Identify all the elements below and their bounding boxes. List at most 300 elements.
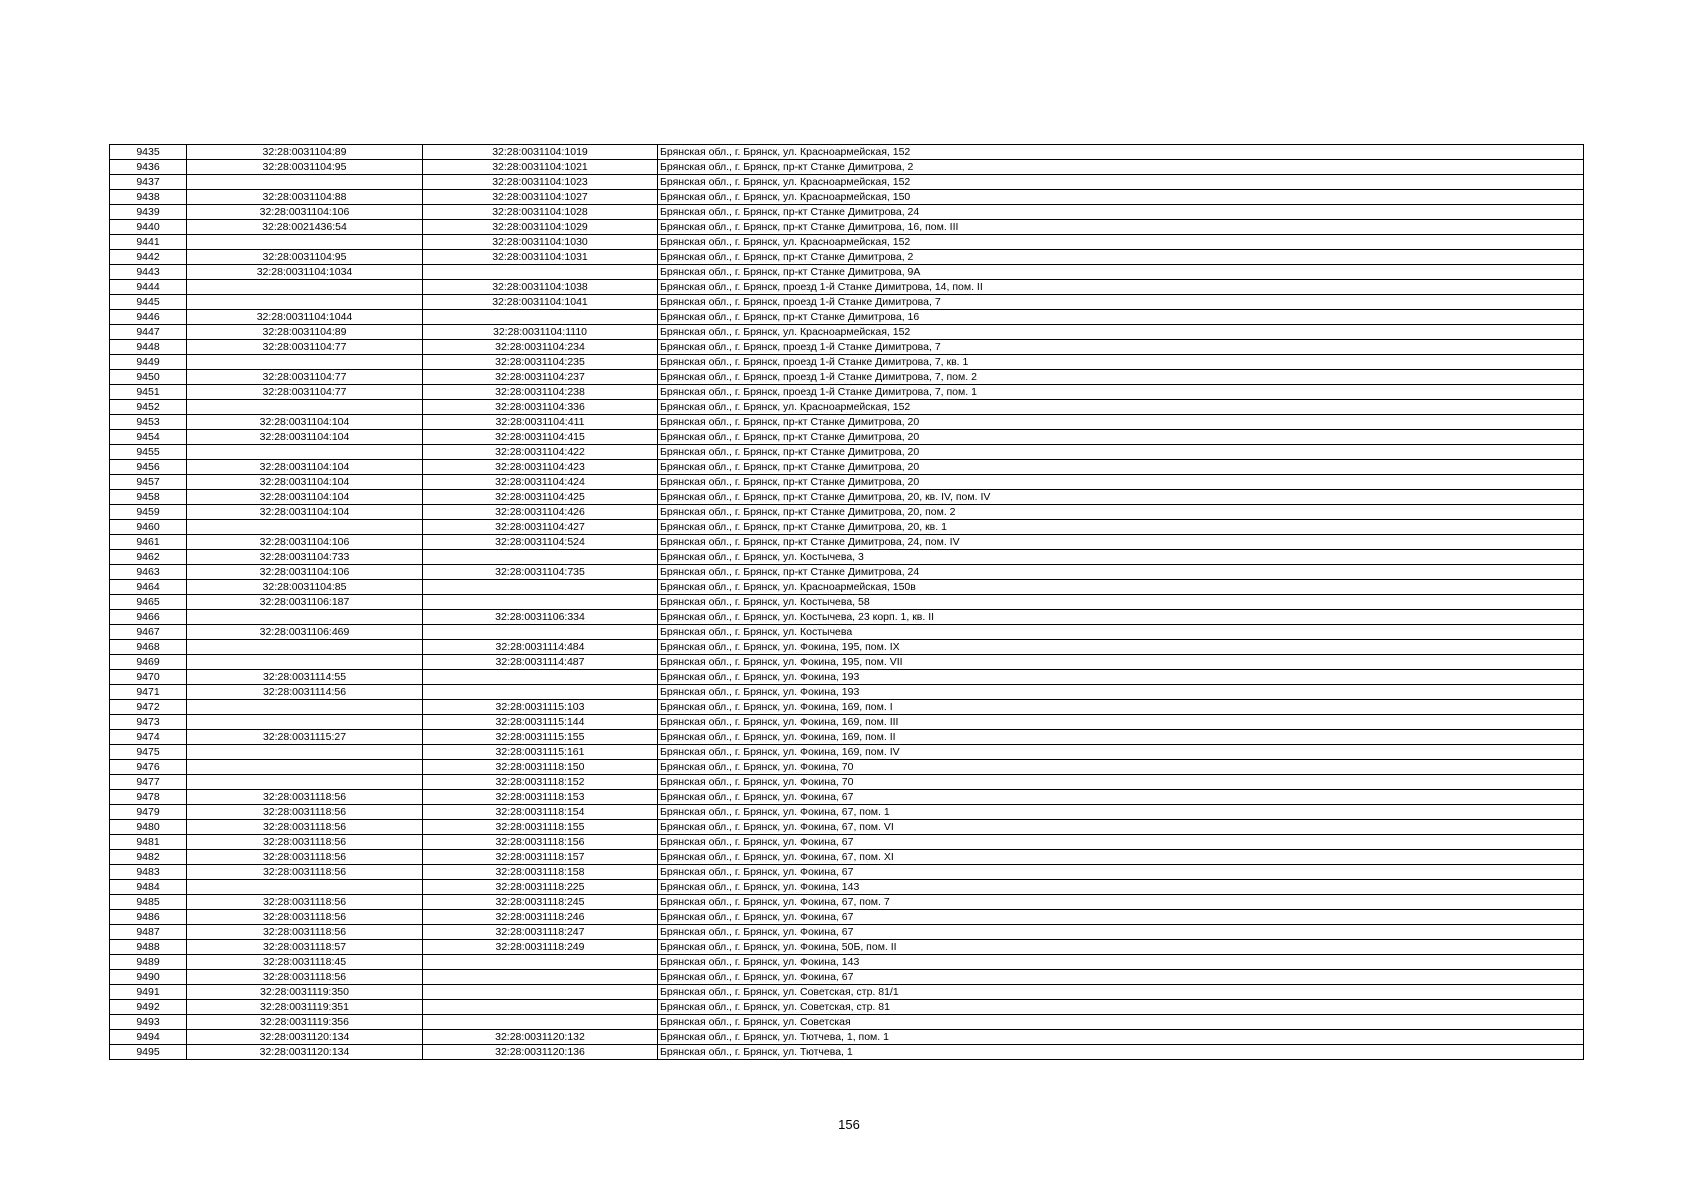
cadastral-number-cell: 32:28:0031104:104 xyxy=(187,460,423,475)
address-cell: Брянская обл., г. Брянск, пр-кт Станке Димитрова, 20 xyxy=(658,475,1584,490)
cadastral-number-cell: 32:28:0031104:88 xyxy=(187,190,423,205)
cadastral-number-cell: 32:28:0031104:95 xyxy=(187,250,423,265)
object-cadastral-number-cell: 32:28:0031118:155 xyxy=(423,820,658,835)
object-cadastral-number-cell: 32:28:0031104:423 xyxy=(423,460,658,475)
row-number-cell: 9484 xyxy=(110,880,187,895)
address-cell: Брянская обл., г. Брянск, ул. Красноармейская, 150 xyxy=(658,190,1584,205)
object-cadastral-number-cell: 32:28:0031118:249 xyxy=(423,940,658,955)
cadastral-number-cell xyxy=(187,520,423,535)
object-cadastral-number-cell: 32:28:0031115:103 xyxy=(423,700,658,715)
address-cell: Брянская обл., г. Брянск, ул. Фокина, 67 xyxy=(658,910,1584,925)
object-cadastral-number-cell: 32:28:0031104:524 xyxy=(423,535,658,550)
row-number-cell: 9449 xyxy=(110,355,187,370)
row-number-cell: 9458 xyxy=(110,490,187,505)
object-cadastral-number-cell xyxy=(423,550,658,565)
address-cell: Брянская обл., г. Брянск, пр-кт Станке Димитрова, 9А xyxy=(658,265,1584,280)
object-cadastral-number-cell: 32:28:0031118:246 xyxy=(423,910,658,925)
table-row xyxy=(110,535,1584,550)
row-number-cell: 9451 xyxy=(110,385,187,400)
cadastral-number-cell: 32:28:0031118:56 xyxy=(187,865,423,880)
registry-table-body xyxy=(110,145,1584,1060)
cadastral-number-cell: 32:28:0031118:45 xyxy=(187,955,423,970)
table-row xyxy=(110,280,1584,295)
row-number-cell: 9474 xyxy=(110,730,187,745)
table-row xyxy=(110,970,1584,985)
row-number-cell: 9446 xyxy=(110,310,187,325)
cadastral-number-cell: 32:28:0031119:351 xyxy=(187,1000,423,1015)
cadastral-number-cell: 32:28:0031104:77 xyxy=(187,340,423,355)
object-cadastral-number-cell: 32:28:0031104:426 xyxy=(423,505,658,520)
cadastral-number-cell xyxy=(187,610,423,625)
object-cadastral-number-cell: 32:28:0031115:144 xyxy=(423,715,658,730)
address-cell: Брянская обл., г. Брянск, пр-кт Станке Димитрова, 20 xyxy=(658,445,1584,460)
row-number-cell: 9439 xyxy=(110,205,187,220)
row-number-cell: 9493 xyxy=(110,1015,187,1030)
cadastral-number-cell xyxy=(187,445,423,460)
row-number-cell: 9459 xyxy=(110,505,187,520)
address-cell: Брянская обл., г. Брянск, ул. Костычева xyxy=(658,625,1584,640)
address-cell: Брянская обл., г. Брянск, ул. Фокина, 195, пом. IX xyxy=(658,640,1584,655)
address-cell: Брянская обл., г. Брянск, пр-кт Станке Димитрова, 16 xyxy=(658,310,1584,325)
address-cell: Брянская обл., г. Брянск, пр-кт Станке Димитрова, 20, пом. 2 xyxy=(658,505,1584,520)
object-cadastral-number-cell xyxy=(423,985,658,1000)
cadastral-number-cell xyxy=(187,700,423,715)
cadastral-number-cell: 32:28:0031104:106 xyxy=(187,535,423,550)
cadastral-number-cell: 32:28:0031118:56 xyxy=(187,835,423,850)
row-number-cell: 9464 xyxy=(110,580,187,595)
object-cadastral-number-cell: 32:28:0031114:487 xyxy=(423,655,658,670)
table-row xyxy=(110,700,1584,715)
row-number-cell: 9471 xyxy=(110,685,187,700)
table-row xyxy=(110,610,1584,625)
address-cell: Брянская обл., г. Брянск, ул. Фокина, 169, пом. I xyxy=(658,700,1584,715)
cadastral-number-cell: 32:28:0031104:104 xyxy=(187,430,423,445)
table-row xyxy=(110,670,1584,685)
address-cell: Брянская обл., г. Брянск, проезд 1-й Станке Димитрова, 7, кв. 1 xyxy=(658,355,1584,370)
address-cell: Брянская обл., г. Брянск, ул. Фокина, 195, пом. VII xyxy=(658,655,1584,670)
table-row xyxy=(110,520,1584,535)
cadastral-number-cell xyxy=(187,175,423,190)
row-number-cell: 9472 xyxy=(110,700,187,715)
object-cadastral-number-cell xyxy=(423,595,658,610)
address-cell: Брянская обл., г. Брянск, ул. Фокина, 70 xyxy=(658,760,1584,775)
object-cadastral-number-cell xyxy=(423,1000,658,1015)
address-cell: Брянская обл., г. Брянск, ул. Красноармейская, 152 xyxy=(658,400,1584,415)
row-number-cell: 9436 xyxy=(110,160,187,175)
address-cell: Брянская обл., г. Брянск, пр-кт Станке Димитрова, 20, кв. IV, пом. IV xyxy=(658,490,1584,505)
object-cadastral-number-cell: 32:28:0031118:153 xyxy=(423,790,658,805)
row-number-cell: 9465 xyxy=(110,595,187,610)
object-cadastral-number-cell: 32:28:0031118:245 xyxy=(423,895,658,910)
address-cell: Брянская обл., г. Брянск, проезд 1-й Станке Димитрова, 7, пом. 1 xyxy=(658,385,1584,400)
cadastral-number-cell xyxy=(187,280,423,295)
row-number-cell: 9478 xyxy=(110,790,187,805)
row-number-cell: 9450 xyxy=(110,370,187,385)
row-number-cell: 9455 xyxy=(110,445,187,460)
object-cadastral-number-cell xyxy=(423,1015,658,1030)
cadastral-number-cell: 32:28:0031104:104 xyxy=(187,490,423,505)
cadastral-number-cell: 32:28:0031106:187 xyxy=(187,595,423,610)
object-cadastral-number-cell xyxy=(423,685,658,700)
table-row xyxy=(110,445,1584,460)
table-row xyxy=(110,775,1584,790)
row-number-cell: 9470 xyxy=(110,670,187,685)
row-number-cell: 9489 xyxy=(110,955,187,970)
address-cell: Брянская обл., г. Брянск, ул. Фокина, 67, пом. 1 xyxy=(658,805,1584,820)
cadastral-number-cell: 32:28:0031118:57 xyxy=(187,940,423,955)
table-row xyxy=(110,580,1584,595)
address-cell: Брянская обл., г. Брянск, ул. Красноармейская, 150в xyxy=(658,580,1584,595)
cadastral-number-cell: 32:28:0031104:95 xyxy=(187,160,423,175)
address-cell: Брянская обл., г. Брянск, ул. Фокина, 169, пом. IV xyxy=(658,745,1584,760)
row-number-cell: 9463 xyxy=(110,565,187,580)
address-cell: Брянская обл., г. Брянск, ул. Костычева, 3 xyxy=(658,550,1584,565)
table-row xyxy=(110,655,1584,670)
cadastral-number-cell xyxy=(187,655,423,670)
table-row xyxy=(110,190,1584,205)
address-cell: Брянская обл., г. Брянск, ул. Фокина, 143 xyxy=(658,955,1584,970)
address-cell: Брянская обл., г. Брянск, пр-кт Станке Димитрова, 24 xyxy=(658,565,1584,580)
address-cell: Брянская обл., г. Брянск, ул. Фокина, 67 xyxy=(658,865,1584,880)
object-cadastral-number-cell: 32:28:0031118:157 xyxy=(423,850,658,865)
object-cadastral-number-cell: 32:28:0031104:1041 xyxy=(423,295,658,310)
address-cell: Брянская обл., г. Брянск, ул. Фокина, 67, пом. VI xyxy=(658,820,1584,835)
address-cell: Брянская обл., г. Брянск, проезд 1-й Станке Димитрова, 14, пом. II xyxy=(658,280,1584,295)
table-row xyxy=(110,685,1584,700)
object-cadastral-number-cell: 32:28:0031104:425 xyxy=(423,490,658,505)
address-cell: Брянская обл., г. Брянск, ул. Советская, стр. 81 xyxy=(658,1000,1584,1015)
table-row xyxy=(110,400,1584,415)
cadastral-number-cell: 32:28:0031118:56 xyxy=(187,895,423,910)
table-row xyxy=(110,1030,1584,1045)
object-cadastral-number-cell: 32:28:0031104:237 xyxy=(423,370,658,385)
table-row xyxy=(110,385,1584,400)
cadastral-number-cell: 32:28:0021436:54 xyxy=(187,220,423,235)
cadastral-number-cell: 32:28:0031120:134 xyxy=(187,1045,423,1060)
row-number-cell: 9456 xyxy=(110,460,187,475)
object-cadastral-number-cell: 32:28:0031104:1110 xyxy=(423,325,658,340)
cadastral-number-cell: 32:28:0031104:89 xyxy=(187,145,423,160)
address-cell: Брянская обл., г. Брянск, проезд 1-й Станке Димитрова, 7 xyxy=(658,340,1584,355)
object-cadastral-number-cell: 32:28:0031104:411 xyxy=(423,415,658,430)
address-cell: Брянская обл., г. Брянск, ул. Фокина, 67 xyxy=(658,835,1584,850)
address-cell: Брянская обл., г. Брянск, ул. Фокина, 67 xyxy=(658,790,1584,805)
cadastral-number-cell: 32:28:0031104:85 xyxy=(187,580,423,595)
table-row xyxy=(110,370,1584,385)
cadastral-number-cell: 32:28:0031104:77 xyxy=(187,385,423,400)
object-cadastral-number-cell: 32:28:0031104:235 xyxy=(423,355,658,370)
cadastral-number-cell: 32:28:0031106:469 xyxy=(187,625,423,640)
table-row xyxy=(110,460,1584,475)
address-cell: Брянская обл., г. Брянск, ул. Фокина, 67 xyxy=(658,925,1584,940)
row-number-cell: 9480 xyxy=(110,820,187,835)
object-cadastral-number-cell: 32:28:0031104:1019 xyxy=(423,145,658,160)
table-row xyxy=(110,910,1584,925)
page-number: 156 xyxy=(838,1117,860,1132)
table-row xyxy=(110,160,1584,175)
object-cadastral-number-cell: 32:28:0031118:156 xyxy=(423,835,658,850)
row-number-cell: 9475 xyxy=(110,745,187,760)
registry-table xyxy=(109,144,1584,1060)
row-number-cell: 9482 xyxy=(110,850,187,865)
object-cadastral-number-cell: 32:28:0031104:336 xyxy=(423,400,658,415)
table-row xyxy=(110,1015,1584,1030)
row-number-cell: 9442 xyxy=(110,250,187,265)
object-cadastral-number-cell: 32:28:0031104:1027 xyxy=(423,190,658,205)
object-cadastral-number-cell: 32:28:0031118:152 xyxy=(423,775,658,790)
row-number-cell: 9494 xyxy=(110,1030,187,1045)
table-row xyxy=(110,430,1584,445)
object-cadastral-number-cell: 32:28:0031118:247 xyxy=(423,925,658,940)
table-row xyxy=(110,940,1584,955)
table-row xyxy=(110,925,1584,940)
object-cadastral-number-cell: 32:28:0031104:234 xyxy=(423,340,658,355)
object-cadastral-number-cell: 32:28:0031104:1023 xyxy=(423,175,658,190)
table-row xyxy=(110,1000,1584,1015)
table-row xyxy=(110,880,1584,895)
object-cadastral-number-cell: 32:28:0031118:225 xyxy=(423,880,658,895)
address-cell: Брянская обл., г. Брянск, ул. Фокина, 193 xyxy=(658,685,1584,700)
row-number-cell: 9438 xyxy=(110,190,187,205)
row-number-cell: 9457 xyxy=(110,475,187,490)
address-cell: Брянская обл., г. Брянск, пр-кт Станке Димитрова, 2 xyxy=(658,160,1584,175)
address-cell: Брянская обл., г. Брянск, пр-кт Станке Димитрова, 2 xyxy=(658,250,1584,265)
cadastral-number-cell: 32:28:0031104:89 xyxy=(187,325,423,340)
object-cadastral-number-cell: 32:28:0031104:238 xyxy=(423,385,658,400)
cadastral-number-cell: 32:28:0031115:27 xyxy=(187,730,423,745)
row-number-cell: 9491 xyxy=(110,985,187,1000)
cadastral-number-cell: 32:28:0031118:56 xyxy=(187,805,423,820)
object-cadastral-number-cell xyxy=(423,580,658,595)
row-number-cell: 9452 xyxy=(110,400,187,415)
address-cell: Брянская обл., г. Брянск, ул. Красноармейская, 152 xyxy=(658,145,1584,160)
cadastral-number-cell: 32:28:0031114:56 xyxy=(187,685,423,700)
row-number-cell: 9476 xyxy=(110,760,187,775)
address-cell: Брянская обл., г. Брянск, пр-кт Станке Димитрова, 24, пом. IV xyxy=(658,535,1584,550)
object-cadastral-number-cell: 32:28:0031115:155 xyxy=(423,730,658,745)
address-cell: Брянская обл., г. Брянск, ул. Советская, стр. 81/1 xyxy=(658,985,1584,1000)
cadastral-number-cell xyxy=(187,745,423,760)
row-number-cell: 9460 xyxy=(110,520,187,535)
row-number-cell: 9467 xyxy=(110,625,187,640)
object-cadastral-number-cell: 32:28:0031120:136 xyxy=(423,1045,658,1060)
row-number-cell: 9466 xyxy=(110,610,187,625)
table-row xyxy=(110,985,1584,1000)
object-cadastral-number-cell xyxy=(423,265,658,280)
object-cadastral-number-cell: 32:28:0031104:1031 xyxy=(423,250,658,265)
object-cadastral-number-cell xyxy=(423,625,658,640)
address-cell: Брянская обл., г. Брянск, ул. Тютчева, 1, пом. 1 xyxy=(658,1030,1584,1045)
address-cell: Брянская обл., г. Брянск, пр-кт Станке Димитрова, 20, кв. 1 xyxy=(658,520,1584,535)
row-number-cell: 9445 xyxy=(110,295,187,310)
object-cadastral-number-cell: 32:28:0031104:1030 xyxy=(423,235,658,250)
table-row xyxy=(110,625,1584,640)
address-cell: Брянская обл., г. Брянск, ул. Красноармейская, 152 xyxy=(658,175,1584,190)
table-row xyxy=(110,565,1584,580)
cadastral-number-cell: 32:28:0031104:77 xyxy=(187,370,423,385)
address-cell: Брянская обл., г. Брянск, ул. Фокина, 169, пом. III xyxy=(658,715,1584,730)
table-row xyxy=(110,835,1584,850)
cadastral-number-cell: 32:28:0031118:56 xyxy=(187,925,423,940)
cadastral-number-cell xyxy=(187,400,423,415)
object-cadastral-number-cell xyxy=(423,670,658,685)
row-number-cell: 9462 xyxy=(110,550,187,565)
cadastral-number-cell: 32:28:0031118:56 xyxy=(187,970,423,985)
row-number-cell: 9488 xyxy=(110,940,187,955)
address-cell: Брянская обл., г. Брянск, ул. Фокина, 70 xyxy=(658,775,1584,790)
cadastral-number-cell: 32:28:0031104:1034 xyxy=(187,265,423,280)
object-cadastral-number-cell: 32:28:0031104:415 xyxy=(423,430,658,445)
cadastral-number-cell: 32:28:0031118:56 xyxy=(187,910,423,925)
table-row xyxy=(110,175,1584,190)
row-number-cell: 9485 xyxy=(110,895,187,910)
table-row xyxy=(110,220,1584,235)
row-number-cell: 9479 xyxy=(110,805,187,820)
object-cadastral-number-cell: 32:28:0031104:427 xyxy=(423,520,658,535)
row-number-cell: 9483 xyxy=(110,865,187,880)
address-cell: Брянская обл., г. Брянск, пр-кт Станке Димитрова, 24 xyxy=(658,205,1584,220)
cadastral-number-cell xyxy=(187,715,423,730)
row-number-cell: 9473 xyxy=(110,715,187,730)
address-cell: Брянская обл., г. Брянск, ул. Красноармейская, 152 xyxy=(658,325,1584,340)
row-number-cell: 9486 xyxy=(110,910,187,925)
address-cell: Брянская обл., г. Брянск, проезд 1-й Станке Димитрова, 7, пом. 2 xyxy=(658,370,1584,385)
table-row xyxy=(110,760,1584,775)
table-row xyxy=(110,145,1584,160)
row-number-cell: 9477 xyxy=(110,775,187,790)
address-cell: Брянская обл., г. Брянск, ул. Фокина, 50Б, пом. II xyxy=(658,940,1584,955)
cadastral-number-cell xyxy=(187,235,423,250)
table-row xyxy=(110,475,1584,490)
object-cadastral-number-cell: 32:28:0031104:1029 xyxy=(423,220,658,235)
table-row xyxy=(110,325,1584,340)
table-row xyxy=(110,1045,1584,1060)
object-cadastral-number-cell xyxy=(423,970,658,985)
address-cell: Брянская обл., г. Брянск, пр-кт Станке Димитрова, 20 xyxy=(658,430,1584,445)
address-cell: Брянская обл., г. Брянск, ул. Красноармейская, 152 xyxy=(658,235,1584,250)
object-cadastral-number-cell: 32:28:0031118:150 xyxy=(423,760,658,775)
object-cadastral-number-cell xyxy=(423,955,658,970)
row-number-cell: 9444 xyxy=(110,280,187,295)
address-cell: Брянская обл., г. Брянск, ул. Советская xyxy=(658,1015,1584,1030)
table-row xyxy=(110,805,1584,820)
cadastral-number-cell xyxy=(187,295,423,310)
row-number-cell: 9437 xyxy=(110,175,187,190)
table-row xyxy=(110,865,1584,880)
object-cadastral-number-cell: 32:28:0031118:154 xyxy=(423,805,658,820)
table-row xyxy=(110,550,1584,565)
cadastral-number-cell xyxy=(187,640,423,655)
table-row xyxy=(110,850,1584,865)
cadastral-number-cell: 32:28:0031104:1044 xyxy=(187,310,423,325)
table-row xyxy=(110,340,1584,355)
object-cadastral-number-cell: 32:28:0031104:1038 xyxy=(423,280,658,295)
row-number-cell: 9468 xyxy=(110,640,187,655)
table-row xyxy=(110,355,1584,370)
address-cell: Брянская обл., г. Брянск, ул. Фокина, 193 xyxy=(658,670,1584,685)
object-cadastral-number-cell: 32:28:0031118:158 xyxy=(423,865,658,880)
address-cell: Брянская обл., г. Брянск, пр-кт Станке Димитрова, 16, пом. III xyxy=(658,220,1584,235)
table-row xyxy=(110,820,1584,835)
address-cell: Брянская обл., г. Брянск, проезд 1-й Станке Димитрова, 7 xyxy=(658,295,1584,310)
table-row xyxy=(110,250,1584,265)
address-cell: Брянская обл., г. Брянск, ул. Фокина, 143 xyxy=(658,880,1584,895)
cadastral-number-cell: 32:28:0031104:106 xyxy=(187,565,423,580)
object-cadastral-number-cell: 32:28:0031120:132 xyxy=(423,1030,658,1045)
table-row xyxy=(110,505,1584,520)
cadastral-number-cell xyxy=(187,775,423,790)
table-row xyxy=(110,715,1584,730)
table-row xyxy=(110,490,1584,505)
address-cell: Брянская обл., г. Брянск, пр-кт Станке Димитрова, 20 xyxy=(658,415,1584,430)
cadastral-number-cell: 32:28:0031120:134 xyxy=(187,1030,423,1045)
table-row xyxy=(110,595,1584,610)
row-number-cell: 9453 xyxy=(110,415,187,430)
cadastral-number-cell xyxy=(187,760,423,775)
address-cell: Брянская обл., г. Брянск, ул. Фокина, 67, пом. XI xyxy=(658,850,1584,865)
row-number-cell: 9443 xyxy=(110,265,187,280)
cadastral-number-cell: 32:28:0031104:104 xyxy=(187,475,423,490)
object-cadastral-number-cell: 32:28:0031104:422 xyxy=(423,445,658,460)
cadastral-number-cell: 32:28:0031118:56 xyxy=(187,820,423,835)
table-row xyxy=(110,790,1584,805)
table-row xyxy=(110,235,1584,250)
row-number-cell: 9440 xyxy=(110,220,187,235)
row-number-cell: 9441 xyxy=(110,235,187,250)
row-number-cell: 9448 xyxy=(110,340,187,355)
address-cell: Брянская обл., г. Брянск, ул. Костычева, 58 xyxy=(658,595,1584,610)
table-row xyxy=(110,895,1584,910)
table-row xyxy=(110,730,1584,745)
address-cell: Брянская обл., г. Брянск, ул. Тютчева, 1 xyxy=(658,1045,1584,1060)
cadastral-number-cell: 32:28:0031104:104 xyxy=(187,505,423,520)
row-number-cell: 9469 xyxy=(110,655,187,670)
address-cell: Брянская обл., г. Брянск, пр-кт Станке Димитрова, 20 xyxy=(658,460,1584,475)
object-cadastral-number-cell: 32:28:0031115:161 xyxy=(423,745,658,760)
address-cell: Брянская обл., г. Брянск, ул. Костычева, 23 корп. 1, кв. II xyxy=(658,610,1584,625)
object-cadastral-number-cell: 32:28:0031104:735 xyxy=(423,565,658,580)
object-cadastral-number-cell: 32:28:0031106:334 xyxy=(423,610,658,625)
object-cadastral-number-cell: 32:28:0031104:1028 xyxy=(423,205,658,220)
row-number-cell: 9481 xyxy=(110,835,187,850)
address-cell: Брянская обл., г. Брянск, ул. Фокина, 169, пом. II xyxy=(658,730,1584,745)
row-number-cell: 9490 xyxy=(110,970,187,985)
cadastral-number-cell: 32:28:0031104:104 xyxy=(187,415,423,430)
cadastral-number-cell: 32:28:0031119:356 xyxy=(187,1015,423,1030)
table-row xyxy=(110,415,1584,430)
table-row xyxy=(110,205,1584,220)
row-number-cell: 9435 xyxy=(110,145,187,160)
object-cadastral-number-cell: 32:28:0031114:484 xyxy=(423,640,658,655)
object-cadastral-number-cell: 32:28:0031104:424 xyxy=(423,475,658,490)
table-row xyxy=(110,955,1584,970)
table-row xyxy=(110,295,1584,310)
table-row xyxy=(110,640,1584,655)
row-number-cell: 9461 xyxy=(110,535,187,550)
cadastral-number-cell: 32:28:0031118:56 xyxy=(187,790,423,805)
table-row xyxy=(110,745,1584,760)
object-cadastral-number-cell xyxy=(423,310,658,325)
row-number-cell: 9454 xyxy=(110,430,187,445)
cadastral-number-cell xyxy=(187,880,423,895)
address-cell: Брянская обл., г. Брянск, ул. Фокина, 67, пом. 7 xyxy=(658,895,1584,910)
cadastral-number-cell: 32:28:0031114:55 xyxy=(187,670,423,685)
cadastral-number-cell: 32:28:0031104:733 xyxy=(187,550,423,565)
object-cadastral-number-cell: 32:28:0031104:1021 xyxy=(423,160,658,175)
cadastral-number-cell: 32:28:0031118:56 xyxy=(187,850,423,865)
address-cell: Брянская обл., г. Брянск, ул. Фокина, 67 xyxy=(658,970,1584,985)
row-number-cell: 9495 xyxy=(110,1045,187,1060)
